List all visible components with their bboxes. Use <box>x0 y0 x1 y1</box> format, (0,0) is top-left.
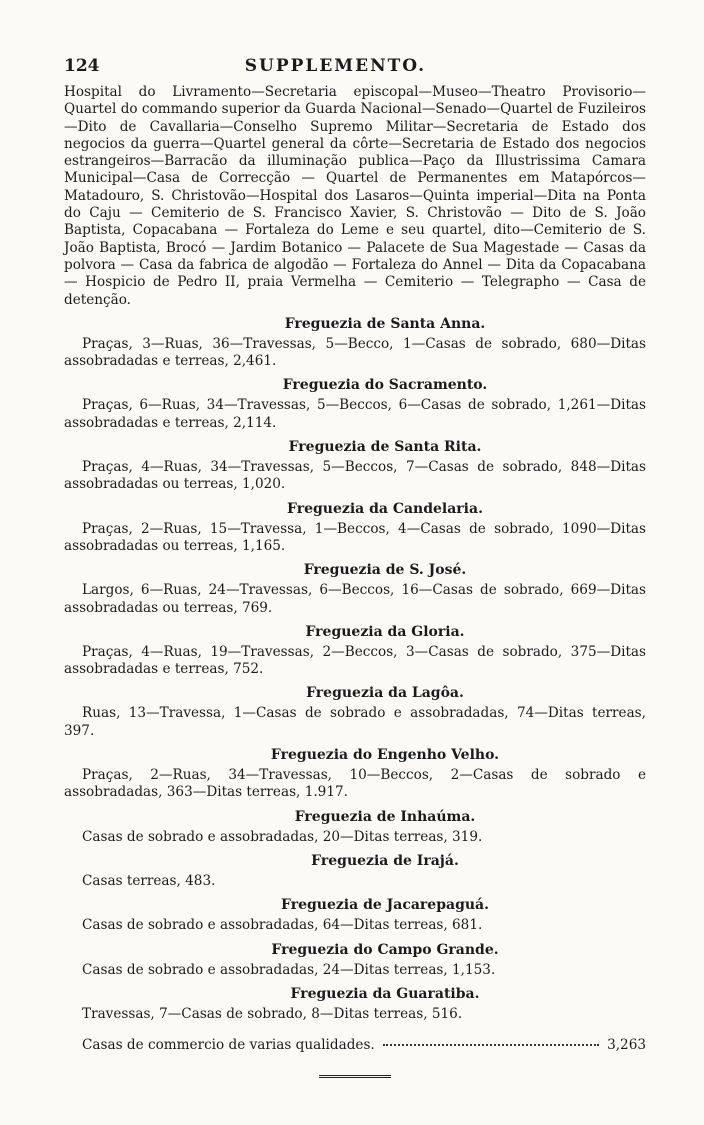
parish-text: Casas de sobrado e assobradadas, 64—Ditas terreas, 681. <box>82 917 483 934</box>
dotted-leader <box>383 1044 599 1046</box>
commerce-summary-line <box>64 1037 646 1053</box>
parish-text: Casas de sobrado e assobradadas, 20—Ditas terreas, 319. <box>82 828 483 845</box>
parish-heading: Freguezia de S. José. <box>303 562 467 579</box>
parish-text: Travessas, 7—Casas de sobrado, 8—Ditas terreas, 516. <box>82 1005 463 1022</box>
parish-entry <box>64 623 646 679</box>
parish-entry <box>64 438 646 494</box>
parish-heading: Freguezia do Engenho Velho. <box>270 747 500 764</box>
parish-text: Ruas, 13—Travessa, 1—Casas de sobrado e assobradadas, 74—Ditas terreas, 397. <box>64 705 646 739</box>
page-number: 124 <box>64 56 100 76</box>
parish-text: Praças, 4—Ruas, 19—Travessas, 2—Beccos, 3—Casas de sobrado, 375—Ditas assobradadas e terreas, 752. <box>64 643 646 678</box>
parish-heading: Freguezia de Jacarepaguá. <box>281 897 489 914</box>
parish-heading: Freguezia da Candelaria. <box>287 500 483 517</box>
parish-text: Praças, 6—Ruas, 34—Travessas, 5—Beccos, 6—Casas de sobrado, 1,261—Ditas assobradadas e terreas, 2,114. <box>64 397 646 431</box>
page-header <box>64 56 646 76</box>
parish-entry <box>64 500 646 556</box>
parish-entry <box>64 985 646 1023</box>
parish-text: Praças, 3—Ruas, 36—Travessas, 5—Becco, 1—Casas de sobrado, 680—Ditas assobradadas e terreas, 2,461. <box>64 335 646 370</box>
commerce-label: Casas de commercio de varias qualidades. <box>82 1037 375 1054</box>
parish-entry <box>64 941 646 979</box>
parish-entry <box>64 808 646 846</box>
parish-entry <box>64 561 646 617</box>
parish-entry <box>64 896 646 934</box>
parish-entry <box>64 852 646 890</box>
parish-heading: Freguezia de Santa Anna. <box>284 315 486 332</box>
parish-entry <box>64 315 646 371</box>
parish-text: Casas terreas, 483. <box>82 872 216 889</box>
closing-rule <box>319 1075 391 1078</box>
parish-text: Casas de sobrado e assobradadas, 24—Ditas terreas, 1,153. <box>82 961 496 978</box>
intro-paragraph: Hospital do Livramento—Secretaria episcopal—Museo—Theatro Provisorio—Quartel do commando superior da Guarda Nacional—Senado—Quartel de Fuzileiros—Dito de Cavallaria—Conselho Supremo Militar—Secretaria de Estado dos negocios da guerra—Quartel general da côrte—Secretaria de Estado dos negocios estrangeiros—Barracão da illuminação publica—Paço da Illustrissima Camara Municipal—Casa de Correcção — Quartel de Permanentes em Matapórcos—Matadouro, S. Christovão—Hospital dos Lasaros—Quinta imperial—Dita na Ponta do Caju — Cemiterio de S. Francisco Xavier, S. Christovão — Dito de S. João Baptista, Copacabana — Fortaleza do Leme e seu quartel, dito—Cemiterio de S. João Baptista, Brocó — Jardim Botanico — Palacete de Sua Magestade — Casas da polvora — Casa da fabrica de algodão — Fortaleza do Annel — Dita da Copacabana — Hospicio de Pedro II, praia Vermelha — Cemiterio — Telegrapho — Casa de detenção. <box>64 84 646 308</box>
parish-heading: Freguezia de Inhaúma. <box>294 808 476 825</box>
parish-heading: Freguezia da Gloria. <box>305 623 465 640</box>
running-title: SUPPLEMENTO. <box>244 56 426 76</box>
parish-text: Praças, 2—Ruas, 15—Travessa, 1—Beccos, 4—Casas de sobrado, 1090—Ditas assobradadas ou terreas, 1,165. <box>64 520 646 554</box>
parish-entry <box>64 376 646 432</box>
parish-entry <box>64 684 646 740</box>
parish-heading: Freguezia da Guaratiba. <box>290 985 480 1002</box>
parish-heading: Freguezia do Sacramento. <box>282 377 488 394</box>
parish-entry <box>64 746 646 802</box>
parish-heading: Freguezia do Campo Grande. <box>271 941 499 958</box>
parish-heading: Freguezia da Lagôa. <box>306 685 464 702</box>
parish-text: Praças, 2—Ruas, 34—Travessas, 10—Beccos, 2—Casas de sobrado e assobradadas, 363—Ditas terreas, 1.917. <box>64 767 646 801</box>
commerce-value: 3,263 <box>607 1037 646 1054</box>
parish-list <box>64 315 646 1023</box>
parish-text: Praças, 4—Ruas, 34—Travessas, 5—Beccos, 7—Casas de sobrado, 848—Ditas assobradadas ou terreas, 1,020. <box>64 459 646 493</box>
parish-text: Largos, 6—Ruas, 24—Travessas, 6—Beccos, 16—Casas de sobrado, 669—Ditas assobradadas ou terreas, 769. <box>64 582 646 616</box>
parish-heading: Freguezia de Santa Rita. <box>288 439 482 456</box>
parish-heading: Freguezia de Irajá. <box>311 852 459 869</box>
